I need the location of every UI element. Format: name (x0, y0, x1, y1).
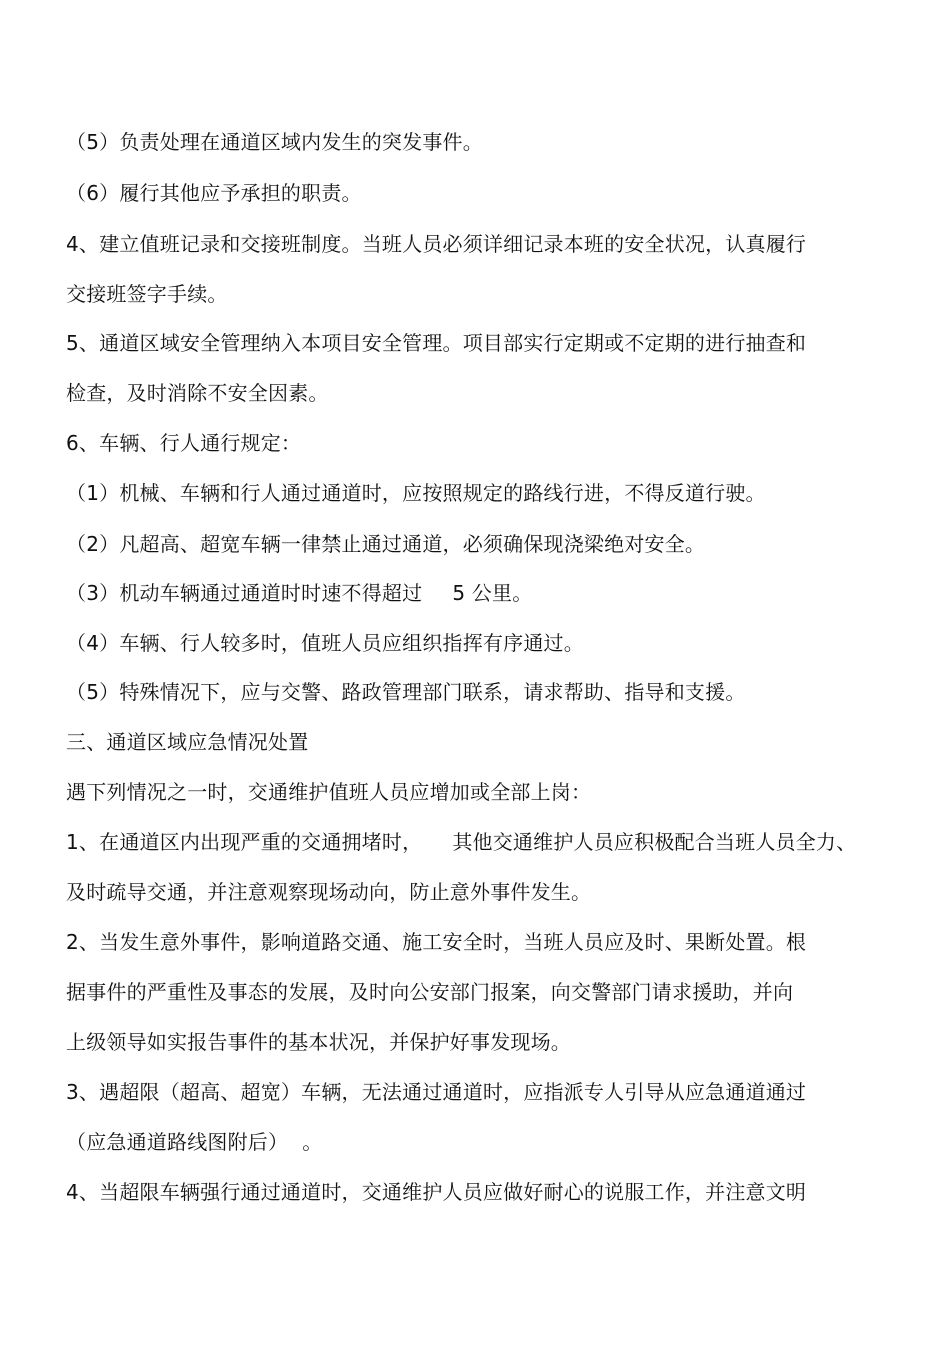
case-3-period: 。 (302, 1130, 323, 1154)
rule-3-text: （3）机动车辆通过通道时时速不得超过 (66, 581, 423, 605)
case-3-line-2 (66, 1129, 322, 1155)
rule-3-line (66, 580, 532, 606)
section-4-line-2: 交接班签字手续。 (66, 282, 228, 306)
case-1-text-b: 其他交通维护人员应积极配合当班人员全力、 (452, 830, 857, 854)
item-5-line: （5）负责处理在通道区域内发生的突发事件。 (66, 130, 483, 154)
section-5-line-1: 5、通道区域安全管理纳入本项目安全管理。项目部实行定期或不定期的进行抽查和 (66, 331, 807, 355)
case-2-line-2: 据事件的严重性及事态的发展，及时向公安部门报案，向交警部门请求援助，并向 (66, 980, 794, 1004)
rule-3-speed: 5 公里。 (452, 581, 533, 605)
rule-1-line: （1）机械、车辆和行人通过通道时，应按照规定的路线行进，不得反道行驶。 (66, 481, 766, 505)
section-3-heading: 三、通道区域应急情况处置 (66, 730, 309, 754)
case-1-line-2: 及时疏导交通，并注意观察现场动向，防止意外事件发生。 (66, 880, 592, 904)
rule-4-line: （4）车辆、行人较多时，值班人员应组织指挥有序通过。 (66, 631, 584, 655)
case-3-line-1: 3、遇超限（超高、超宽）车辆，无法通过通道时，应指派专人引导从应急通道通过 (66, 1080, 807, 1104)
case-2-line-3: 上级领导如实报告事件的基本状况，并保护好事发现场。 (66, 1030, 571, 1054)
section-5-line-2: 检查，及时消除不安全因素。 (66, 381, 329, 405)
case-3-text: （应急通道路线图附后） (66, 1130, 289, 1154)
case-2-line-1: 2、当发生意外事件，影响道路交通、施工安全时，当班人员应及时、果断处置。根 (66, 930, 807, 954)
intro-line: 遇下列情况之一时，交通维护值班人员应增加或全部上岗： (66, 780, 592, 804)
case-4-line-1: 4、当超限车辆强行通过通道时，交通维护人员应做好耐心的说服工作，并注意文明 (66, 1180, 807, 1204)
section-4-line-1: 4、建立值班记录和交接班制度。当班人员必须详细记录本班的安全状况，认真履行 (66, 232, 807, 256)
case-1-line-1 (66, 829, 856, 855)
item-6-line: （6）履行其他应予承担的职责。 (66, 181, 362, 205)
rule-5-line: （5）特殊情况下，应与交警、路政管理部门联系，请求帮助、指导和支援。 (66, 680, 746, 704)
case-1-text-a: 1、在通道区内出现严重的交通拥堵时， (66, 830, 423, 854)
section-6-heading: 6、车辆、行人通行规定： (66, 431, 302, 455)
rule-2-line: （2）凡超高、超宽车辆一律禁止通过通道，必须确保现浇梁绝对安全。 (66, 532, 706, 556)
